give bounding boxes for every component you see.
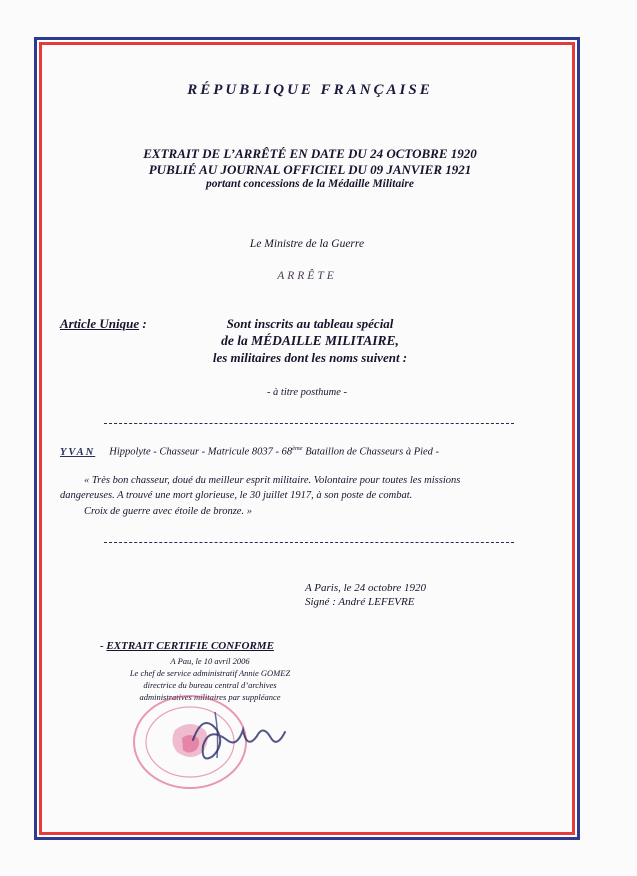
certification-line-1: Le chef de service administratif Annie GOMEZ	[129, 668, 291, 678]
arrete-heading: ARRÊTE	[277, 270, 337, 282]
handwritten-signature-icon	[185, 700, 295, 770]
dashed-divider-top	[104, 423, 514, 424]
citation-line-3: Croix de guerre avec étoile de bronze. »	[84, 506, 252, 517]
posthumous-note: - à titre posthume -	[266, 387, 348, 398]
certification-title-text: EXTRAIT CERTIFIE CONFORME	[106, 640, 274, 652]
signed-by: Signé : André LEFEVRE	[305, 596, 415, 608]
soldier-entry	[60, 445, 439, 458]
article-label-text: Article Unique	[60, 316, 140, 331]
certification-line-2: directrice du bureau central d’archives	[143, 680, 277, 690]
citation-line-1: « Très bon chasseur, doué du meilleur esprit militaire. Volontaire pour toutes les missions	[84, 475, 461, 486]
certification-title	[100, 640, 274, 652]
soldier-ordinal-sup: ème	[292, 445, 303, 452]
soldier-unit: Bataillon de Chasseurs à Pied -	[302, 446, 440, 458]
soldier-name: YVAN	[60, 446, 96, 458]
article-line-2: de la MÉDAILLE MILITAIRE,	[221, 333, 399, 348]
extract-line-2: PUBLIÉ AU JOURNAL OFFICIEL DU 09 JANVIER 1921	[148, 162, 472, 177]
article-label	[60, 316, 147, 332]
extract-line-1: EXTRAIT DE L’ARRÊTÉ EN DATE DU 24 OCTOBRE 1920	[143, 146, 477, 161]
extract-line-3: portant concessions de la Médaille Militaire	[206, 178, 414, 190]
article-label-colon: :	[139, 316, 147, 331]
article-line-3: les militaires dont les noms suivent :	[212, 350, 408, 365]
place-date: A Paris, le 24 octobre 1920	[305, 582, 426, 594]
dashed-divider-bottom	[104, 542, 514, 543]
soldier-details: Hippolyte - Chasseur - Matricule 8037 - 68	[109, 446, 293, 458]
republic-title: RÉPUBLIQUE FRANÇAISE	[187, 82, 433, 98]
certification-line-3: administratives militaires par suppléance	[139, 692, 281, 702]
minister-line: Le Ministre de la Guerre	[249, 238, 365, 250]
certification-prefix: -	[100, 640, 107, 652]
article-line-1: Sont inscrits au tableau spécial	[226, 316, 394, 331]
citation-line-2: dangereuses. A trouvé une mort glorieuse, le 30 juillet 1917, à son poste de combat.	[60, 490, 413, 501]
certification-date: A Pau, le 10 avril 2006	[170, 656, 250, 666]
